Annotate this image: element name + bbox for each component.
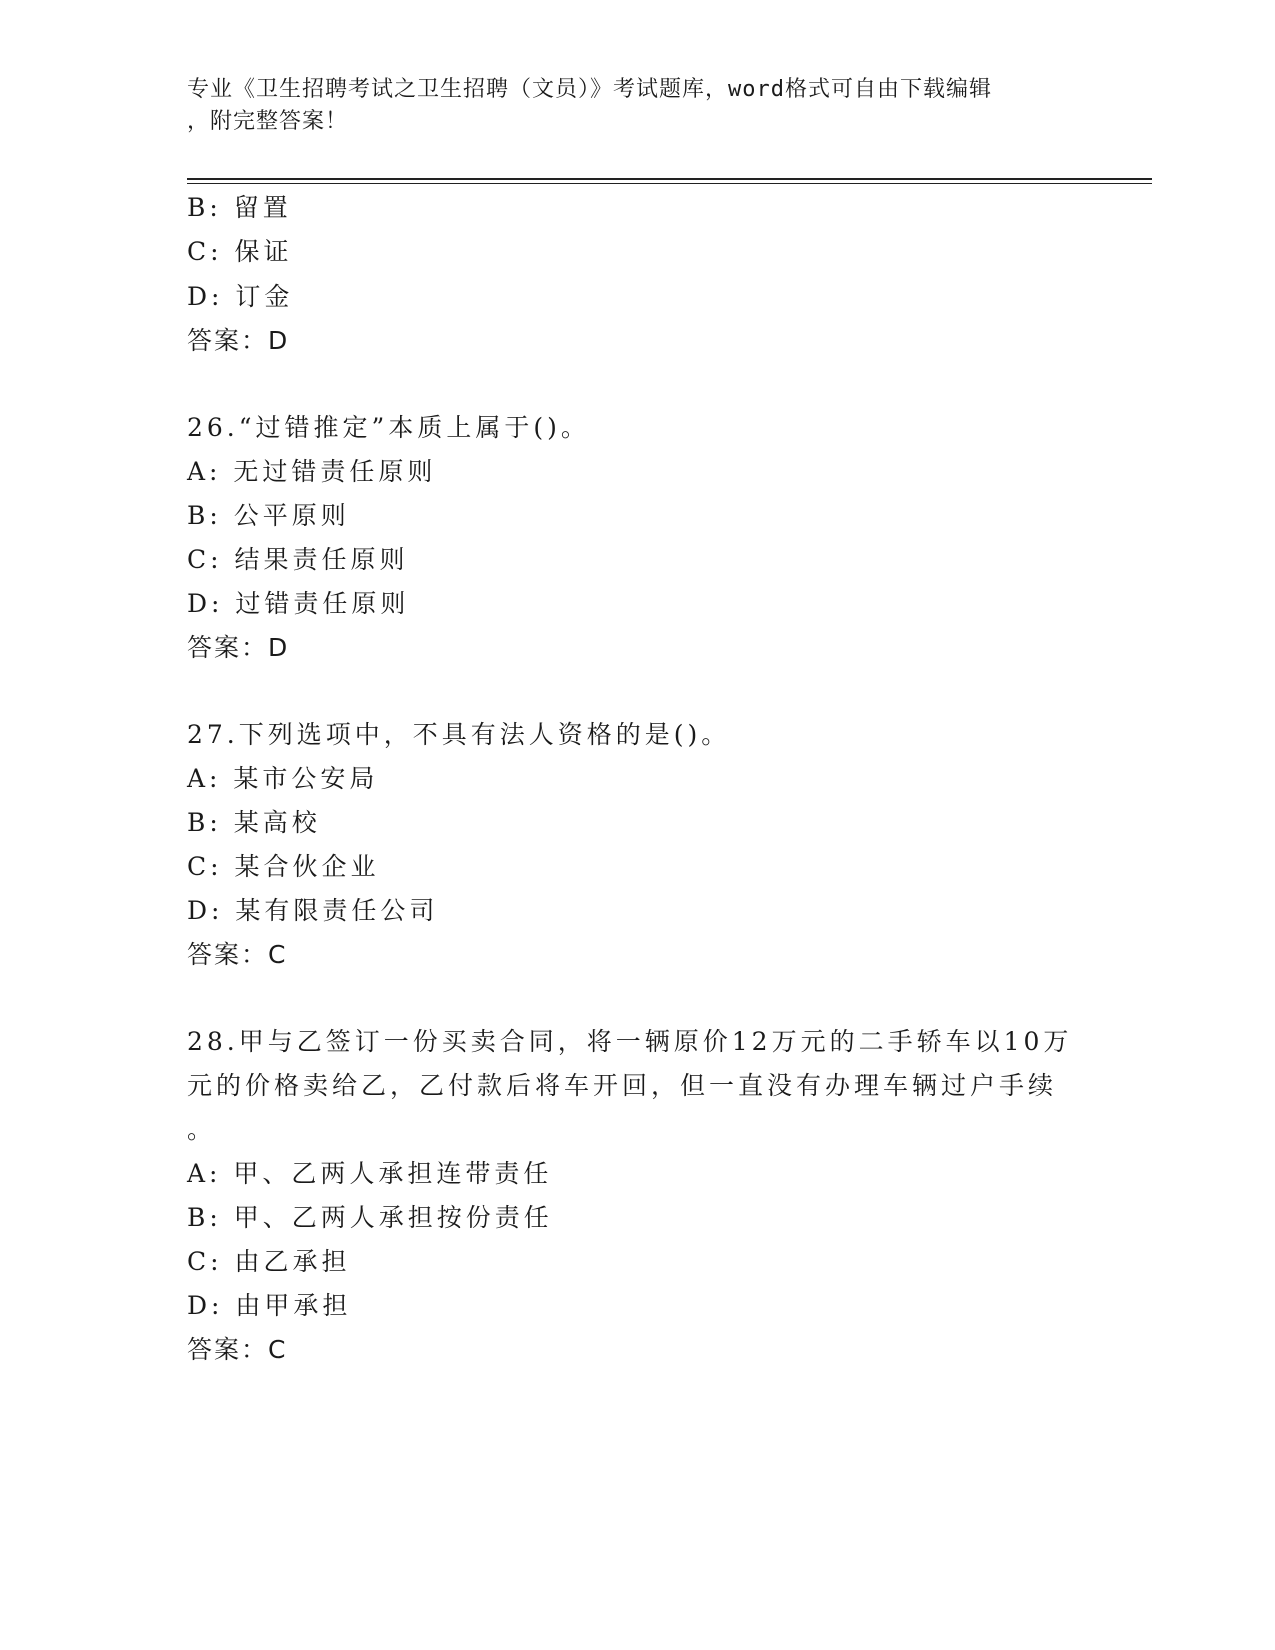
option-c: C: 某合伙企业 bbox=[187, 852, 380, 881]
option-b: B: 某高校 bbox=[187, 808, 321, 837]
header-line-2: ，附完整答案！ bbox=[187, 109, 349, 134]
answer: 答案：D bbox=[187, 326, 290, 355]
answer: 答案：C bbox=[187, 1335, 288, 1364]
option-a: A: 某市公安局 bbox=[187, 764, 379, 793]
answer: 答案：D bbox=[187, 633, 290, 662]
question-27: 27.下列选项中，不具有法人资格的是()。 bbox=[187, 720, 731, 749]
option-b: B: 留置 bbox=[187, 193, 292, 222]
question-28-line-2: 元的价格卖给乙，乙付款后将车开回，但一直没有办理车辆过户手续 bbox=[187, 1071, 1058, 1100]
question-28-line-1: 28.甲与乙签订一份买卖合同，将一辆原价12万元的二手轿车以10万 bbox=[187, 1027, 1073, 1056]
option-c: C: 保证 bbox=[187, 237, 293, 266]
document-header bbox=[187, 74, 1067, 138]
option-a: A: 甲、乙两人承担连带责任 bbox=[187, 1159, 553, 1188]
answer: 答案：C bbox=[187, 940, 288, 969]
option-d: D: 订金 bbox=[187, 282, 294, 311]
option-d: D: 某有限责任公司 bbox=[187, 896, 439, 925]
option-a: A: 无过错责任原则 bbox=[187, 457, 437, 486]
option-d: D: 由甲承担 bbox=[187, 1291, 352, 1320]
option-c: C: 结果责任原则 bbox=[187, 545, 409, 574]
header-line-1: 专业《卫生招聘考试之卫生招聘（文员）》考试题库，word格式可自由下载编辑 bbox=[187, 77, 992, 102]
question-28-line-3: 。 bbox=[187, 1115, 217, 1144]
option-b: B: 公平原则 bbox=[187, 501, 350, 530]
header-divider-thin bbox=[187, 183, 1152, 184]
option-c: C: 由乙承担 bbox=[187, 1247, 351, 1276]
header-divider-thick bbox=[187, 178, 1152, 180]
option-d: D: 过错责任原则 bbox=[187, 589, 410, 618]
option-b: B: 甲、乙两人承担按份责任 bbox=[187, 1203, 553, 1232]
question-26: 26.“过错推定”本质上属于()。 bbox=[187, 413, 590, 442]
